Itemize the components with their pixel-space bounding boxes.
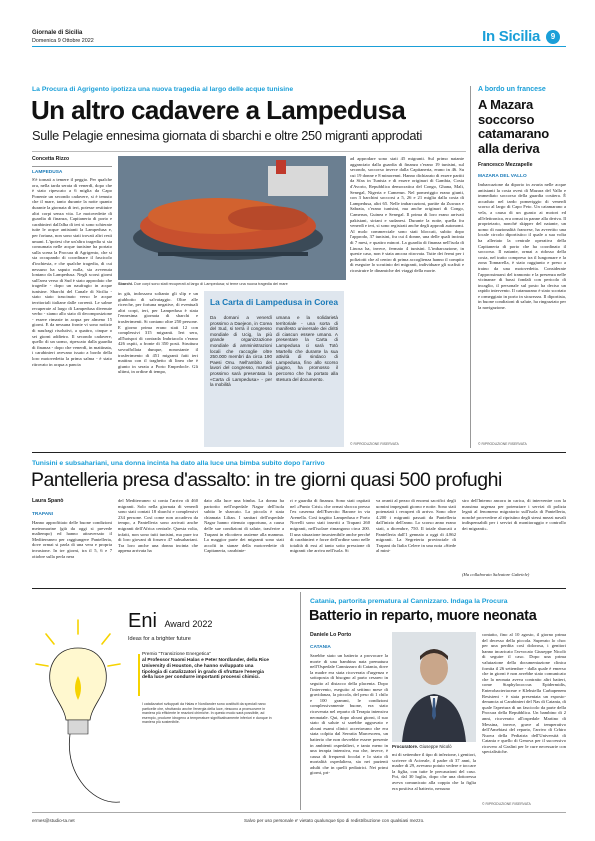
third-headline: Batterio in reparto, muore neonata xyxy=(309,608,537,624)
second-signoff: (Ha collaborato Salvatore Gabriele) xyxy=(462,572,530,577)
lead-column-1: S'è tornati a temere il peggio. Per qualche ora, nella tarda serata di venerdì, dopo che è stato ripescato a 6 miglia da Capo Ponente un secondo cadavere, si è temuto che il mare, tanto durante la notte quanto durante la giornata di ieri, potesse restituire altri corpi senza vita. Le motovedette di guardia di finanza, Capitaneria di porto e carabinieri dall'alba di ieri si sono schierate tutte le acque antistanti la Lampedusa e, per fortuna, non sono stati trovati altri resti umani. L'ipotesi che un'altra tragedia si sia consumata nelle acque tunisine ha portato sulla scena la Procura di Agrigento, che si sta occupando di coordinare il fascicolo d'inchiesta, e che qualche tragedia, di cui nessuno ha saputo nulla, sia avvenuta lontano da Lampedusa. Negli scorsi giorni sull'area verso di Sud è stato approdato che tragedie - dopo un naufragio in acque tunisine. Sbarchi del Canale di Sicilia - stato stato trascinato verso le acque territoriali italiane dalle correnti. Le salme recuperate al largo di Lampedusa divenute verbo - siamo allo stato di decomposizione - essere rimaste in acqua per almeno 15 giorni. E da nessuna fronte vi sono notizie di naufragi risolutivi, a quattro, cinque o sei giorni addietro. Il secondo cadavere, quello di un uomo, ripescato dalla guardia di finanza - dopo che venerdì, in mattinata, i carabinieri avevano issato a bordo della loro motovedetta la prima salma - è stato ritrovato in acqua a pancia xyxy=(32,177,112,367)
issue-date: Domenica 9 Ottobre 2022 xyxy=(32,38,94,44)
lead-place: LAMPEDUSA xyxy=(32,170,63,175)
second-column-5: va avanti al pezzo di enormi sacrifici degli uomini impegnati giorno e notte. Sono stati potenziati i recuperi di arrivo. Sono oltre 4.200 i migranti passati da Pantelleria dall'inizio dell'anno. Lo scorso anno erano stati, a dicembre, 750. Il totale sbarcati a Pantelleria dall'1 gennaio a oggi di 4.862 migranti. La Segreteria provinciale di Trapani da Italia Celere in una nota «Siede al mini- xyxy=(376,498,456,554)
side-kicker: A bordo un francese xyxy=(478,86,546,93)
lead-subhead: Sulle Pelagie ennesima giornata di sbarchi e oltre 250 migranti approdati xyxy=(32,128,422,143)
second-headline: Pantelleria presa d'assalto: in tre giorni quasi 500 profughi xyxy=(31,469,502,491)
lead-column-2: in giù, indossava soltanto gli slip e un giubbotto di salvataggio. Oltre alle ricerche, per fortuna negative, di eventuali altri corpi, ieri, per Lampedusa è stata l'ennesima giornata di sbarchi e trasferimenti. Si contano oltre 250 persone. E giorno prima erano stati 12 con complessivi 315 migranti. Ieri sera, all'hotspot di contrada Imbriacola c'erano 426 ospiti, a fronte di 350 posti. Struttura sovraffollata dunque, nonostante il trasferimento di 451 migranti fatti ieri mattina con il traghetto di linea che è giunto in serata a Porto Empedocle. Gli ultimi, in ordine di tempo, xyxy=(118,291,198,375)
second-kicker: Tunisini e subsahariani, una donna incinta ha dato alla luce una bimba subito dopo l'arrivo xyxy=(32,460,325,467)
section-title: In Sicilia xyxy=(482,28,540,45)
third-column-1: Sarebbe stato un batterio a provocare la morte di una bambina nata prematura nell'Ospedale Cannizzaro di Catania, dove la madre era stata ricoverata d'urgenza e sottoposta di bisogno al parto cesareo in seguito al distacco della placenta. Dopo l'intervento, eseguito al settimo mese di gravidanza, la piccola, del peso di 1 chilo e 100 grammi, le condizioni complessivamente buone, era stato ricoverata nel reparto di Terapia intensiva neonatale. Qui, dopo alcuni giorni, il suo stato di salute si sarebbe aggravato e alcuni esami clinici accertavano che era stata colpita dal Serratia Marcescens, un batterio che non dovrebbe essere presente in ambienti ospedalieri, e tanto meno in una terapia intensiva, ma che, invece, è causa di frequenti focolai e lo stato di mortalità ospedaliera, sia nei pazienti adulti che in quelli pediatrici. Nei primi giorni, pri- xyxy=(310,653,388,776)
second-place: TRAPANI xyxy=(32,512,53,517)
footer-notice: Salvo per uso personale e' vietato qualunque tipo di redistribuzione con qualsiasi mezzo. xyxy=(244,818,425,823)
ad-tagline: Ideas for a brighter future xyxy=(128,636,191,642)
third-column-3: contatto, fino al 10 agosto, il giorno prima del decesso della piccola. Superato lo choc per una perdita così dolorosa, i genitori hanno incaricato l'avvocato Giuseppe Nicolò di seguire il caso. Dopo una prima valutazione della documentazione clinica fornita il 26 settembre - dalla quale è emerso che in giorni è non avrebbe stato comunicato che la neonata aveva contratto altri batteri, come Staphylococcus Epidermidis, Enterobacteriaceae e Klebsiella Carbapenem Resistent - è stata presentata un esposto-denuncia ai Carabinieri del Nas di Catania, di quale l'apertura di un fascicolo da parte della Procura della Repubblica. Un bambino di 2 anni, ricoverato all'ospedale Martino di Messina, invece, grave al temperativo dell'Amebiasi del reparto, l'arrivo di Crhiro Nuova della Pediatria dell'Università di Catania e quello di Genova per il successivo ricovero al Gaslini per le cure necessarie con specialistiche. xyxy=(482,632,566,755)
lead-photo-caption xyxy=(118,282,348,286)
second-column-6: stro dell'Interno ancora in carica, di intervenire con la massima urgenza per potenziare i servizi di polizia legati al fenomeno migratorio sull'isola di Pantelleria, nonché provvedere al ripristino degli stessi mezzi navali indispensabili per i servizi di monitoraggio e controllo dei migranti». xyxy=(462,498,566,531)
third-kicker: Catania, partorita prematura al Cannizzaro. Indaga la Procura xyxy=(310,598,508,605)
lead-byline: Concetta Rizzo xyxy=(32,156,70,162)
third-place: CATANIA xyxy=(310,645,331,650)
ad-fine-print: I catalizzatori sviluppati da Halas e Nordlander sono costituiti da speciali nano particelle che, sfruttando anche l'energia della luce, riescono a promuovere in maniera più efficiente le reazioni chimiche. In questo modo sarà possibile, ad esempio, produrre idrogeno a temperature significativamente inferiori e dunque in maniera più sostenibile. xyxy=(142,702,272,725)
ad-brand-name: Eni xyxy=(128,610,157,632)
ad-prize-title: Premio "Transizione Energetica" xyxy=(142,652,211,657)
third-copyright: © RIPRODUZIONE RISERVATA xyxy=(482,802,531,806)
info-box-title: La Carta di Lampedusa in Corea xyxy=(210,297,338,307)
info-box-column-2: umana e la solidarietà territoriale - una sorta di manifesto universale dei diritti di ciascun essere umano. A presentare la Carta di Lampedusa ci sarà Totò Martello che durante la sua attività di sindaco di Lampedusa, fino allo scorso giugno, ha promosso il percorso che ha portato alla stesura del documento. xyxy=(276,315,338,382)
second-column-4: ri e guardia di finanza. Sono stati ospitati nel «Punto Crisi» che ormai sbocca presso l'ex caserma dell'Esercito Barone in via Arenella. Così tragitto Lampedusa e Porto Novelli sono stati inseriti a Trapani 260 migranti, nell'isolare rimangono circa 200. Il una situazione insostenibile anche perché di carabinieri e forze dell'ordine sono nelle totalità di essi al tanto sotto pressione di migranti che arriva nell'isola. Si xyxy=(290,498,370,554)
lightbulb-icon xyxy=(32,616,124,806)
third-photo-caption xyxy=(392,744,476,749)
ad-yellow-bar xyxy=(138,654,140,696)
boat-illustration xyxy=(118,156,346,280)
footer-rule xyxy=(32,812,566,813)
third-divider xyxy=(300,592,301,810)
info-box-column-1: Da domani a venerdì prossimo a Daejeon, in Corea del Sud, si terrà il congresso mondiale di Ucig, la più grande organizzazione mondiale di amministrazioni locali che raccoglie oltre 250.000 membri da circa 190 Paesi Onu. Nell'ambito dei lavori del congresso, martedì prossimo sarà presentata la «Carta di Lampedusa» - per la mobilità xyxy=(210,315,272,388)
ad-prize-text: al Professor Naomi Halas e Peter Nordlander, della Rice University di Houston, che hanno sviluppato una tipologia di catalizzatori in grado di sfruttare l'energia della luce per condurre importanti processi chimici. xyxy=(142,658,269,681)
ad-award-year: Award 2022 xyxy=(164,619,213,629)
second-column-2: del Mediterraneo si conta l'arrivo di 460 migranti. Solo nella giornata di venerdì sono stati contati 18 sbarchi e complessivi 234 persone. Così come non accadeva da tempo, a Pantelleria sono arrivati anche migranti dell'Africa centrale. Questa volta, infatti, non sono tutti tunisini, ma pure tra di loro giovani di fossero 47 subsahariani. Tra loro anche una donna incinta che appena arrivata ha xyxy=(118,498,198,554)
second-byline: Laura Spanò xyxy=(32,498,64,504)
lead-sub-rule xyxy=(32,151,466,152)
page-number-badge xyxy=(546,30,560,44)
paper-name: Giornale di Sicilia xyxy=(32,30,83,36)
third-column-2: mi di settembre il tipo di infezione, i genitori, scrivere di Acireale, il padre di 37 anni, la madre di 29, avevano potuto vedere e toccare la figlia, con tutte le precauzioni del caso. Poi, dal 30 luglio, dopo che una dottoressa aveva comunicato alla coppia che la figlia era positiva al batterio, nessuno xyxy=(392,752,476,791)
page-number: 9 xyxy=(550,32,556,41)
third-caption-text: Giuseppe Nicolò xyxy=(419,744,452,749)
footer-email: ermes@studio-ta.net xyxy=(32,818,75,823)
portrait-illustration xyxy=(392,632,476,742)
ad-top-rule xyxy=(32,588,566,589)
lead-headline: Un altro cadavere a Lampedusa xyxy=(31,95,406,125)
caption-label: Sbarchi. xyxy=(118,282,133,286)
side-copyright: © RIPRODUZIONE RISERVATA xyxy=(478,442,527,446)
info-box xyxy=(204,291,344,447)
lead-kicker: La Procura di Agrigento ipotizza una nuova tragedia al largo delle acque tunisine xyxy=(32,86,294,93)
eni-award-ad xyxy=(32,596,282,806)
caption-text: Due corpi sono stati recuperati al largo di Lampedusa; si teme una nuova tragedia del mare xyxy=(134,282,288,286)
lead-photo-migrants-boat xyxy=(118,156,346,280)
third-caption-label: Procuratore. xyxy=(392,744,419,749)
third-byline: Daniele Lo Porto xyxy=(310,632,352,638)
side-byline: Francesco Mezzapelle xyxy=(478,162,533,168)
side-headline: A Mazara soccorso catamarano alla deriva xyxy=(478,97,549,156)
lead-column-3: ad approdare sono stati 45 migranti. Sul primo natante agganciato dalla guardia di finanza c'erano 19 tunisini, sul secondo, soccorso invece dalla Capitaneria, erano in 46. Su cui 19 donne e 8 minorenni. Hanno dichiarato di essere partiti da Sfax in Tunisia e di essere originari di Gambia, Costa d'Avorio, Repubblica democratica del Congo, Ghana, Mali, Senegal, Nigeria e Camerun. Nel pomeriggio erano giunti, con 3 barchini soccorsi a 5, 26 e 21 miglia dalla costa di Lampedusa, altri 65. Nelle imbarcazioni, partite da Zuwara e Sabrata, c'erano tunisini, ma anche originari di Congo, Camerun, Guinea e Senegal. Il prima di loro erano arrivati pakistani, siriani e sudanesi. Durante la notte, quella fra venerdì e ieri, si sono registrati anche degli approdi autonomi. Al molo commerciale sono stati bloccati, subito dopo l'approdo, 37 tunisini, fra cui 4 donne, una delle quali incinta di 7 mesi, e quattro minori. La guardia di finanza nell'isola di Linosa ha, invece, fermato 4 tunisini. L'imbarcazione, in queste caso, non è stata ancora ritrovata. Tutte dei fermi per i poliziotti che al centro di prima accoglienza hanno il compito di eseguire lo scrutinio dei migranti, individuare gli scafisti e ricostruire le dinamiche dei viaggi della morte. xyxy=(350,156,464,273)
side-divider xyxy=(470,86,471,448)
second-column-1: Hanno approfittato delle buone condizioni meteomarine (già da oggi si prevede maltempo) ed hanno attraversato il Mediterraneo per raggiungere Pantelleria, dove ormai si parla di una vera e propria invasione. In tre giorni, tra il 5, 6 e 7 ottobre sulla perla nera xyxy=(32,520,112,559)
side-body: Imbarcazione da diporto in avaria nelle acque antistanti la costa ovest di Mazara del Vallo e immediato soccorso della guardia costiera. È accaduto nel tardo pomeriggio di venerdì scorso al largo di Capo Feto. Un catamarano a vela, a causa di un guasto ai motori ed all'elettronica, era ormai in panne alla deriva. Il proprietario, nonché skipper del natante, un uomo di nazionalità francese, ha avvertito una locale circolo diportistico il quale a sua volta ha allertato la centrale operativa della Capitaneria di porto che ha coordinato il soccorso. Il natante, ormai a ridosso della costa, nel tratto compreso tra il lungomare e la zona Tonnarella, è stato raggiunto e preso a traino da una motovedetta. Considerate l'approssimarsi del tramonto e la presenza nelle vicinanze di bassi fondali con pericolo di incaglio, il personale sul posto ha deciso un rapido intervento. Il catamarano è stato scortato e ormeggiato in porto in sicurezza. Il diportista, in buone condizioni di salute, ha ringraziato per la navigazione. xyxy=(478,182,566,311)
second-column-3: dato alla luce una bimba. La donna ha partorito nell'ospedale Nagar dell'isola subito le sbarcato. La piccola è stata chiamata Lilian. I sanitari dell'ospedale Nagar hanno ritenuto opportuno, a causa delle sue condizioni di salute, trasferire a Trapani in elicottero assieme alla mamma. La maggior parte dei migranti sono stati accolti in stanze della motovedette di Capitaneria, carabinie- xyxy=(204,498,284,554)
lead-copyright: © RIPRODUZIONE RISERVATA xyxy=(350,442,399,446)
side-place: MAZARA DEL VALLO xyxy=(478,174,527,179)
third-photo-prosecutor xyxy=(392,632,476,742)
header-rule xyxy=(32,46,566,47)
ad-brand xyxy=(128,610,212,633)
page-header xyxy=(32,28,566,68)
second-top-rule xyxy=(32,452,566,453)
